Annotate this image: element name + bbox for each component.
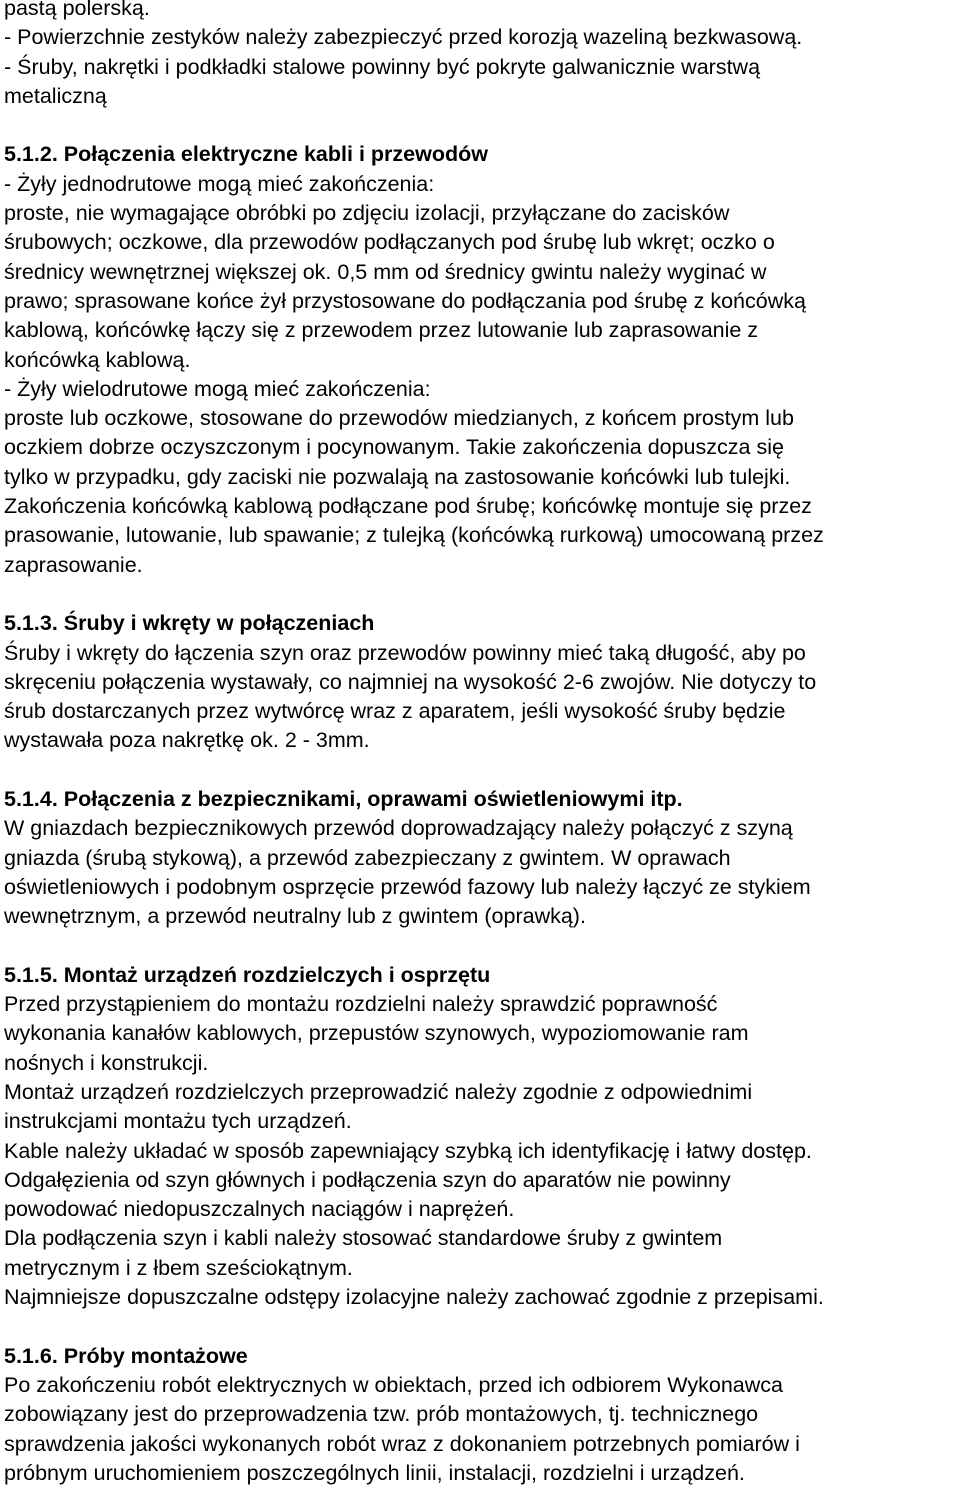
text-line: wystawała poza nakrętkę ok. 2 - 3mm. (4, 728, 370, 753)
text-line: proste lub oczkowe, stosowane do przewodów miedzianych, z końcem prostym lub (4, 406, 794, 431)
text-line: powodować niedopuszczalnych naciągów i naprężeń. (4, 1197, 515, 1222)
text-line: skręceniu połączenia wystawały, co najmniej na wysokość 2-6 zwojów. Nie dotyczy to (4, 669, 817, 694)
text-line: - Żyły wielodrutowe mogą mieć zakończenia: (4, 376, 431, 401)
section-5-1-2 (4, 140, 960, 579)
text-line: wykonania kanałów kablowych, przepustów szynowych, wypoziomowanie ram (4, 1021, 749, 1046)
section-heading: 5.1.6. Próby montażowe (4, 1343, 248, 1368)
text-line: kablową, końcówkę łączy się z przewodem przez lutowanie lub zaprasowanie z (4, 318, 759, 343)
text-line: Dla podłączenia szyn i kabli należy stosować standardowe śruby z gwintem (4, 1226, 723, 1251)
text-line: Po zakończeniu robót elektrycznych w obiektach, przed ich odbiorem Wykonawca (4, 1372, 783, 1397)
text-line: - Żyły jednodrutowe mogą mieć zakończenia: (4, 171, 435, 196)
text-line: Montaż urządzeń rozdzielczych przeprowadzić należy zgodnie z odpowiednimi (4, 1079, 753, 1104)
text-line: oświetleniowych i podobnym osprzęcie przewód fazowy lub należy łączyć ze stykiem (4, 874, 811, 899)
text-line: prawo; sprasowane końce żył przystosowane do podłączania pod śrubę z końcówką (4, 288, 806, 313)
text-line: - Śruby, nakrętki i podkładki stalowe powinny być pokryte galwanicznie warstwą (4, 54, 761, 79)
text-line: wewnętrznym, a przewód neutralny lub z gwintem (oprawką). (4, 904, 586, 929)
document-page (4, 0, 960, 1488)
text-line: Odgałęzienia od szyn głównych i podłączenia szyn do aparatów nie powinny (4, 1167, 731, 1192)
text-line: Kable należy układać w sposób zapewniający szybką ich identyfikację i łatwy dostęp. (4, 1138, 812, 1163)
text-line: gniazda (śrubą stykową), a przewód zabezpieczany z gwintem. W oprawach (4, 845, 731, 870)
text-line: prasowanie, lutowanie, lub spawanie; z tulejką (końcówką rurkową) umocowaną przez (4, 523, 824, 548)
text-line: tylko w przypadku, gdy zaciski nie pozwalają na zastosowanie końcówki lub tulejki. (4, 464, 791, 489)
text-line: nośnych i konstrukcji. (4, 1050, 209, 1075)
text-line: proste, nie wymagające obróbki po zdjęciu izolacji, przyłączane do zacisków (4, 201, 730, 226)
section-5-1-3 (4, 609, 960, 755)
text-line: Śruby i wkręty do łączenia szyn oraz przewodów powinny mieć taką długość, aby po (4, 640, 806, 665)
paragraph-gap (4, 932, 960, 961)
paragraph-gap (4, 580, 960, 609)
section-heading: 5.1.4. Połączenia z bezpiecznikami, oprawami oświetleniowymi itp. (4, 787, 683, 812)
intro-block (4, 0, 960, 111)
text-line: sprawdzenia jakości wykonanych robót wraz z dokonaniem potrzebnych pomiarów i (4, 1431, 800, 1456)
text-line: końcówką kablową. (4, 347, 191, 372)
text-line: śrub dostarczanych przez wytwórcę wraz z aparatem, jeśli wysokość śruby będzie (4, 699, 786, 724)
text-line: metrycznym i z łbem sześciokątnym. (4, 1255, 353, 1280)
section-heading: 5.1.3. Śruby i wkręty w połączeniach (4, 611, 375, 636)
section-5-1-6 (4, 1342, 960, 1488)
text-line: Najmniejsze dopuszczalne odstępy izolacyjne należy zachować zgodnie z przepisami. (4, 1285, 824, 1310)
text-line: średnicy wewnętrznej większej ok. 0,5 mm od średnicy gwintu należy wyginać w (4, 259, 767, 284)
text-line: W gniazdach bezpiecznikowych przewód doprowadzający należy połączyć z szyną (4, 816, 793, 841)
text-line: Przed przystąpieniem do montażu rozdzielni należy sprawdzić poprawność (4, 992, 718, 1017)
paragraph-gap (4, 1312, 960, 1341)
text-line: zaprasowanie. (4, 552, 143, 577)
paragraph-gap (4, 111, 960, 140)
text-line: śrubowych; oczkowe, dla przewodów podłączanych pod śrubę lub wkręt; oczko o (4, 230, 775, 255)
text-line: zobowiązany jest do przeprowadzenia tzw. prób montażowych, tj. technicznego (4, 1402, 759, 1427)
text-line: oczkiem dobrze oczyszczonym i pocynowanym. Takie zakończenia dopuszcza się (4, 435, 784, 460)
text-line: pastą polerską. (4, 0, 150, 20)
text-line: metaliczną (4, 83, 107, 108)
text-line: - Powierzchnie zestyków należy zabezpieczyć przed korozją wazeliną bezkwasową. (4, 25, 803, 50)
section-heading: 5.1.5. Montaż urządzeń rozdzielczych i osprzętu (4, 962, 491, 987)
text-line: instrukcjami montażu tych urządzeń. (4, 1109, 352, 1134)
text-line: Zakończenia końcówką kablową podłączane pod śrubę; końcówkę montuje się przez (4, 494, 812, 519)
section-5-1-4 (4, 785, 960, 931)
section-heading: 5.1.2. Połączenia elektryczne kabli i przewodów (4, 142, 488, 167)
paragraph-gap (4, 756, 960, 785)
text-line: próbnym uruchomieniem poszczególnych linii, instalacji, rozdzielni i urządzeń. (4, 1460, 745, 1485)
section-5-1-5 (4, 961, 960, 1313)
